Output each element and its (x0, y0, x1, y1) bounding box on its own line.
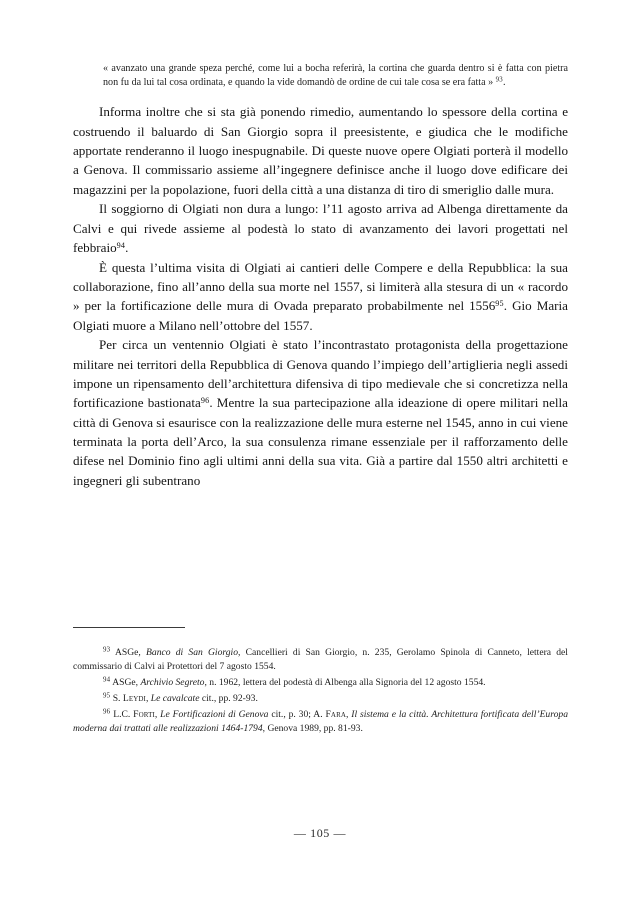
text-run: . Gio Maria Olgiati muore a Milano nell’ottobre del 1557. (73, 298, 568, 333)
text-run: cit., p. 30; A. (268, 709, 326, 721)
text-run: ASGe, (114, 647, 147, 658)
footnote-number-93: 93 (103, 646, 111, 654)
footnote-entry (73, 646, 568, 674)
text-run: È questa l’ultima visita di Olgiati ai cantieri delle Compere e della Repubblica: la sua collaborazione, fino all’anno della sua morte nel 1557, si limiterà alla stesura di un « racordo » per la fortificazione delle mura di Ovada preparato probabilmente nel 1556 (73, 259, 568, 314)
text-run: . Mentre la sua partecipazione alla ideazione di opere militari nella città di Genova si esaurisce con la realizzazione delle mura esterne nel 1545, anno in cui viene terminata la porta dell’Arco, la sua consulenza rimane essenziale per il rafforzamento delle difese nel Dominio fino agli ultimi anni della sua vita. Già a partire dal 1550 altri architetti e ingegneri gli subentrano (73, 395, 568, 488)
text-run: ASGe, (112, 677, 141, 689)
page-folio: — 105 — (293, 826, 347, 840)
footnote-entry (73, 692, 568, 706)
author-smallcaps: Leydi (122, 693, 146, 705)
footnote-separator-rule (73, 627, 185, 628)
text-run: Il soggiorno di Olgiati non dura a lungo: l’11 agosto arriva ad Albenga direttamente da Calvi e qui rivede assieme al podestà lo stato di avanzamento dei lavori progettati nel febbraio (73, 201, 568, 255)
footnote-marker-96: 96 (200, 396, 210, 406)
italic-title: Le cavalcate (150, 693, 200, 705)
footnote-number-96: 96 (103, 709, 111, 717)
footnote-number-95: 95 (103, 692, 111, 700)
footnote-marker-95: 95 (495, 299, 504, 309)
footnote-entry (73, 708, 568, 736)
text-run: Informa inoltre che si sta già ponendo rimedio, aumentando lo spessore della cortina e costruendo il baluardo di San Giorgio sopra il preesistente, e giudica che le modifiche apportate renderanno il luogo inespugnabile. Di queste nuove opere Olgiati porterà il modello a Genova. Il commissario assieme all’ingegnere definisce anche il luogo dove edificare dei magazzini per la popolazione, fuori della città a una distanza di tiro di smeriglio dalle mura. (73, 104, 568, 197)
footnote-marker-93: 93 (495, 76, 503, 84)
author-smallcaps: Fara (325, 709, 347, 721)
blockquote-extract (73, 62, 568, 90)
text-run: , (346, 709, 352, 721)
author-smallcaps: Forti (133, 709, 155, 721)
text-run: , Cancellieri di San Giorgio, n. 235, Gerolamo Spinola di Canneto, lettera del commissario di Calvi ai Protettori del 7 agosto 1554. (73, 647, 568, 673)
italic-title: Banco di San Giorgio (146, 647, 239, 658)
text-run: S. (112, 693, 123, 705)
blockquote-text: « avanzato una grande speza perché, come lui a bocha referirà, la cortina che guarda dentro si è fatta con pietra non fu da lui tal cosa ordinata, e quando la vide domandò de ordine de cui tale cosa se era fatta » (103, 63, 568, 89)
footnote-number-94: 94 (103, 676, 111, 684)
body-paragraph (73, 199, 568, 257)
footnote-list (73, 646, 568, 737)
footnote-section (73, 627, 568, 739)
body-paragraph (73, 258, 568, 335)
italic-title: Archivio Segreto (140, 677, 205, 689)
text-run: , (154, 709, 161, 721)
text-run: , Genova 1989, pp. 81-93. (262, 723, 363, 735)
text-run: Per circa un ventennio Olgiati è stato l’incontrastato protagonista della progettazione militare nei territori della Repubblica di Genova quando l’impiego dell’artiglieria negli assedi impone un ripensamento dell’architettura difensiva di tipo medievale che si concretizza nella fortificazione bastionata (73, 337, 568, 411)
italic-title: Le Fortificazioni di Genova (160, 709, 269, 721)
text-run: cit., pp. 92-93. (199, 693, 258, 705)
body-paragraph (73, 335, 568, 489)
text-run: , n. 1962, lettera del podestà di Albenga alla Signoria del 12 agosto 1554. (204, 677, 486, 689)
body-paragraph (73, 102, 568, 198)
text-run: L.C. (113, 709, 134, 721)
footnote-marker-94: 94 (116, 240, 126, 250)
footnote-entry (73, 676, 568, 690)
text-run: , (145, 693, 151, 705)
blockquote-trailing-punct: . (502, 77, 506, 89)
body-paragraphs (73, 102, 568, 489)
text-column (73, 62, 568, 490)
italic-title: Il sistema e la città. Architettura fortificata dell’Europa moderna dai trattati alle realizzazioni 1464-1794 (73, 709, 568, 735)
text-run: . (125, 239, 129, 255)
